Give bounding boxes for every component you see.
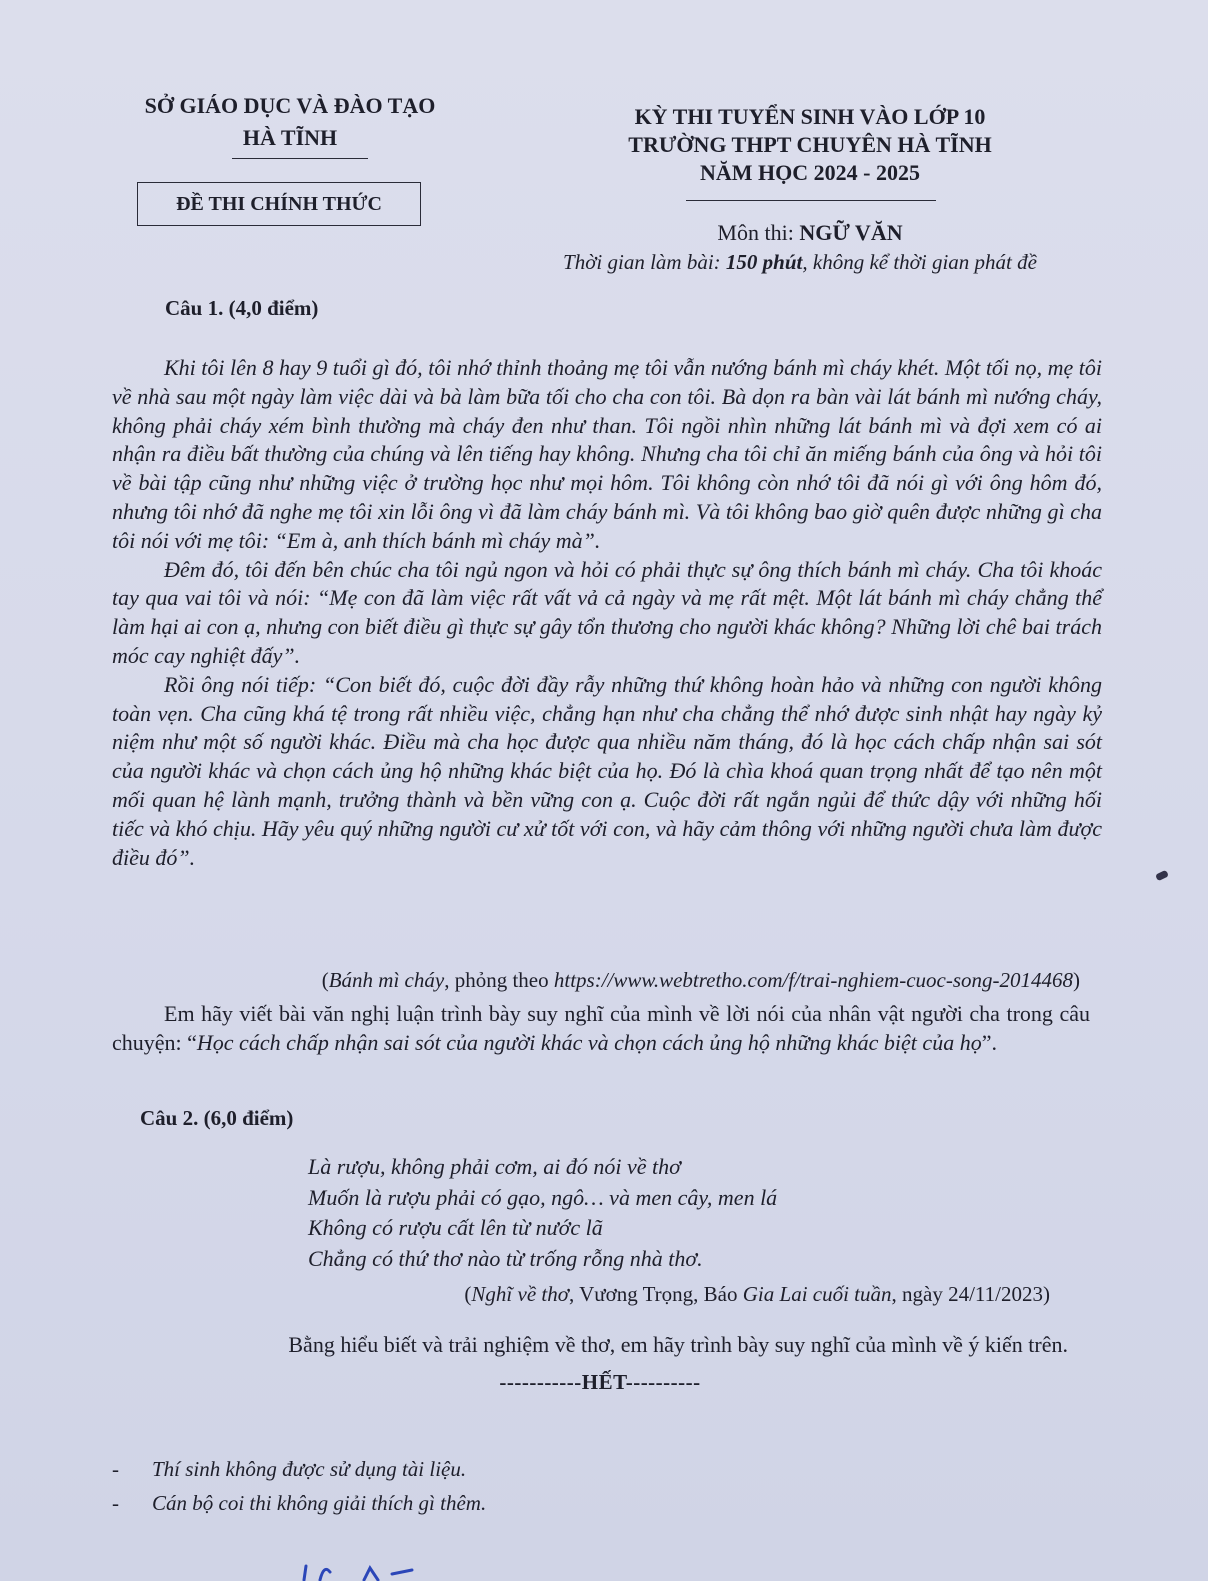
question-1-title: Câu 1. (4,0 điểm) — [165, 296, 319, 320]
note-text: Cán bộ coi thi không giải thích gì thêm. — [152, 1491, 487, 1515]
note-text: Thí sinh không được sử dụng tài liệu. — [152, 1457, 467, 1481]
exam-title-block — [560, 103, 1060, 187]
province-name: HÀ TĨNH — [242, 125, 338, 150]
source-url: https://www.webtretho.com/f/trai-nghiem-cuoc-song-2014468 — [553, 968, 1073, 992]
poem-line: Không có rượu cất lên từ nước lã — [308, 1215, 603, 1240]
poem-line: Chẳng có thứ thơ nào từ trống rỗng nhà thơ. — [308, 1245, 703, 1271]
time-note: , không kể thời gian phát đề — [802, 250, 1037, 274]
question-1-prompt: Em hãy viết bài văn nghị luận trình bày suy nghĩ của mình về lời nói của nhân vật người cha trong câu chuyện: “Học cách chấp nhận sai sót của người khác và chọn cách ủng hộ những khác biệt của họ”. — [112, 1001, 1090, 1055]
exam-title: KỲ THI TUYỂN SINH VÀO LỚP 10 — [634, 104, 986, 129]
poem-line: Là rượu, không phải cơm, ai đó nói về thơ — [308, 1154, 681, 1179]
poem-source: (Nghĩ về thơ, Vương Trọng, Báo Gia Lai cuối tuần, ngày 24/11/2023) — [464, 1282, 1050, 1306]
prompt-quote: Học cách chấp nhận sai sót của người khác và chọn cách ủng hộ những khác biệt của họ — [196, 1029, 982, 1055]
subject-line — [560, 220, 1060, 246]
official-exam-stamp: ĐỀ THI CHÍNH THỨC — [137, 182, 421, 226]
note-bullet: - — [112, 1491, 119, 1515]
end-mark: -----------HẾT---------- — [499, 1370, 701, 1394]
poem — [308, 1152, 948, 1274]
passage-paragraph: Khi tôi lên 8 hay 9 tuổi gì đó, tôi nhớ thỉnh thoảng mẹ tôi vẫn nướng bánh mì cháy khét. Một tối nọ, mẹ tôi về nhà sau một ngày làm việc dài và bà làm bữa tối cho cha con tôi. Bà dọn ra bàn vài lát bánh mì nướng cháy, không phải cháy xém bình thường mà cháy đen như than. Tôi ngồi nhìn những lát bánh mì và đợi xem có ai nhận ra điều bất thường của chúng và lên tiếng hay không. Nhưng cha tôi chỉ ăn miếng bánh của ông và hỏi tôi về bài tập cũng như những việc ở trường học như mọi hôm. Tôi không còn nhớ tôi đã nói gì với ông hôm đó, nhưng tôi nhớ đã nghe mẹ tôi xin lỗi ông vì đã làm cháy bánh mì. Và tôi không bao giờ quên được những gì cha tôi nói với mẹ tôi: “Em à, anh thích bánh mì cháy mà”. — [112, 355, 1102, 553]
time-label: Thời gian làm bài: — [563, 250, 726, 274]
header-left-divider — [232, 158, 368, 159]
exam-notes — [112, 1452, 812, 1520]
ink-speck — [1155, 870, 1169, 881]
time-line — [460, 250, 1140, 275]
school-year: NĂM HỌC 2024 - 2025 — [700, 160, 920, 185]
time-value: 150 phút — [725, 250, 803, 274]
poem-line: Muốn là rượu phải có gạo, ngô… và men cây, men lá — [308, 1184, 778, 1210]
subject-label: Môn thi: — [717, 220, 800, 245]
question-2-title: Câu 2. (6,0 điểm) — [140, 1106, 294, 1130]
school-name: TRƯỜNG THPT CHUYÊN HÀ TĨNH — [628, 132, 992, 157]
newspaper-name: Gia Lai cuối tuần — [742, 1282, 892, 1306]
source-title: Bánh mì cháy — [328, 968, 445, 992]
note-item — [112, 1486, 812, 1520]
poem-title: Nghĩ về thơ — [471, 1282, 569, 1306]
note-bullet: - — [112, 1457, 119, 1481]
department-name: SỞ GIÁO DỤC VÀ ĐÀO TẠO — [144, 93, 436, 118]
question-2-prompt: Bằng hiểu biết và trải nghiệm về thơ, em hãy trình bày suy nghĩ của mình về ý kiến trên. — [288, 1332, 1068, 1357]
pen-scribble — [300, 1560, 420, 1581]
question-1-passage — [112, 354, 1102, 872]
passage-paragraph: Rồi ông nói tiếp: “Con biết đó, cuộc đời đầy rẫy những thứ không hoàn hảo và những con người không toàn vẹn. Cha cũng khá tệ trong rất nhiều việc, chẳng hạn như cha chẳng thể nhớ được sinh nhật hay ngày kỷ niệm như một số người khác. Điều mà cha học được qua nhiều năm tháng, đó là học cách chấp nhận sai sót của người khác và chọn cách ủng hộ những khác biệt của họ. Đó là chìa khoá quan trọng nhất để tạo nên một mối quan hệ lành mạnh, trưởng thành và bền vững con ạ. Cuộc đời rất ngắn ngủi để thức dậy với những hối tiếc và khó chịu. Hãy yêu quý những người cư xử tốt với con, và hãy cảm thông với những người chưa làm được điều đó”. — [112, 671, 1102, 870]
subject-value: NGỮ VĂN — [799, 220, 903, 245]
passage-source: (Bánh mì cháy, phỏng theo https://www.webtretho.com/f/trai-nghiem-cuoc-song-2014468) — [321, 968, 1080, 992]
issuing-authority — [100, 90, 480, 154]
header-right-divider — [686, 200, 936, 201]
passage-paragraph: Đêm đó, tôi đến bên chúc cha tôi ngủ ngon và hỏi có phải thực sự ông thích bánh mì cháy. Cha tôi khoác tay qua vai tôi và nói: “Mẹ con đã làm việc rất vất vả cả ngày và mẹ rất mệt. Một lát bánh mì cháy chẳng thể làm hại ai con ạ, nhưng con biết điều gì thực sự gây tổn thương cho người khác không? Những lời chê bai trách móc cay nghiệt đấy”. — [112, 556, 1102, 668]
note-item — [112, 1452, 812, 1486]
